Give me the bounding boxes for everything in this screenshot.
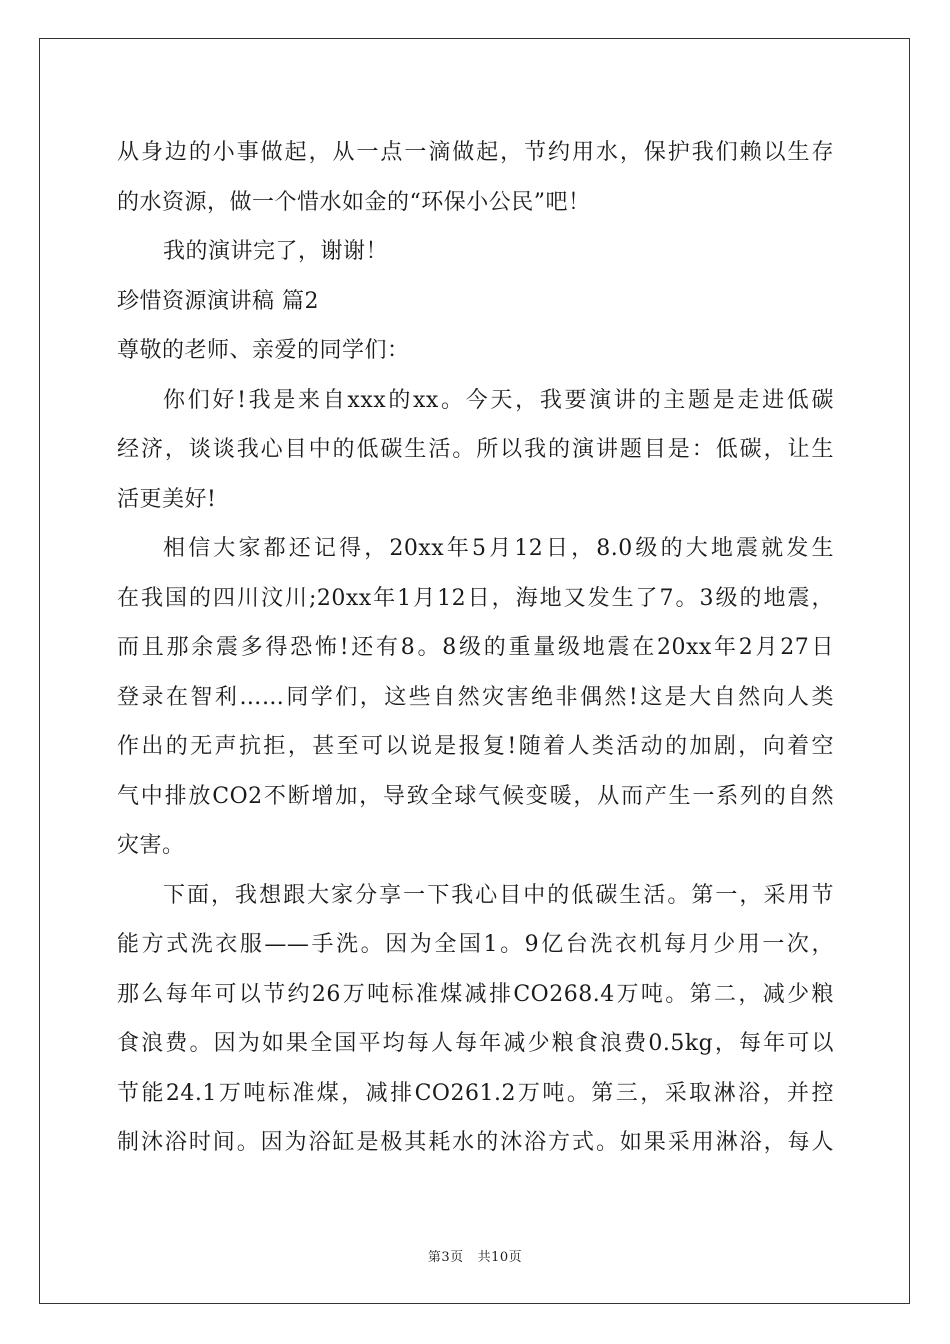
text-line: 从身边的小事做起，从一点一滴做起，节约用水，保护我们赖以生存 <box>117 140 834 165</box>
text-line: 那么每年可以节约26万吨标准煤减排CO268.4万吨。第二，减少粮 <box>117 981 834 1007</box>
text-line: 节能24.1万吨标准煤，减排CO261.2万吨。第三，采取淋浴，并控 <box>117 1080 834 1106</box>
text-line: 能方式洗衣服——手洗。因为全国1。9亿台洗衣机每月少用一次， <box>117 932 834 957</box>
page-number: 第3页 <box>427 1250 464 1265</box>
text-line: 珍惜资源演讲稿 篇2 <box>117 288 319 314</box>
text-line: 灾害。 <box>117 833 185 858</box>
text-line: 下面，我想跟大家分享一下我心目中的低碳生活。第一，采用节 <box>163 882 834 908</box>
text-line: 食浪费。因为如果全国平均每人每年减少粮食浪费0.5kg，每年可以 <box>117 1031 834 1056</box>
text-line: 经济，谈谈我心目中的低碳生活。所以我的演讲题目是：低碳，让生 <box>117 437 834 462</box>
text-line: 作出的无声抗拒，甚至可以说是报复!随着人类活动的加剧，向着空 <box>117 734 834 759</box>
page-footer <box>0 1246 950 1265</box>
text-line: 在我国的四川汶川;20xx年1月12日，海地又发生了7。3级的地震， <box>117 585 834 611</box>
text-line: 登录在智利……同学们，这些自然灾害绝非偶然!这是大自然向人类 <box>117 684 834 710</box>
text-line: 制沐浴时间。因为浴缸是极其耗水的沐浴方式。如果采用淋浴，每人 <box>117 1130 834 1155</box>
text-line: 相信大家都还记得，20xx年5月12日，8.0级的大地震就发生 <box>163 536 834 561</box>
text-line: 的水资源，做一个惜水如金的“环保小公民”吧！ <box>117 189 591 215</box>
text-line: 活更美好! <box>117 486 217 512</box>
document-body <box>117 128 834 1168</box>
text-line: 我的演讲完了，谢谢！ <box>163 239 389 264</box>
text-line: 尊敬的老师、亲爱的同学们： <box>117 338 410 363</box>
text-line: 气中排放CO2不断增加，导致全球气候变暖，从而产生一系列的自然 <box>117 783 834 809</box>
text-line: 你们好!我是来自xxx的xx。今天，我要演讲的主题是走进低碳 <box>163 387 834 413</box>
page-total: 共10页 <box>477 1250 523 1265</box>
text-line: 而且那余震多得恐怖!还有8。8级的重量级地震在20xx年2月27日 <box>117 635 834 660</box>
